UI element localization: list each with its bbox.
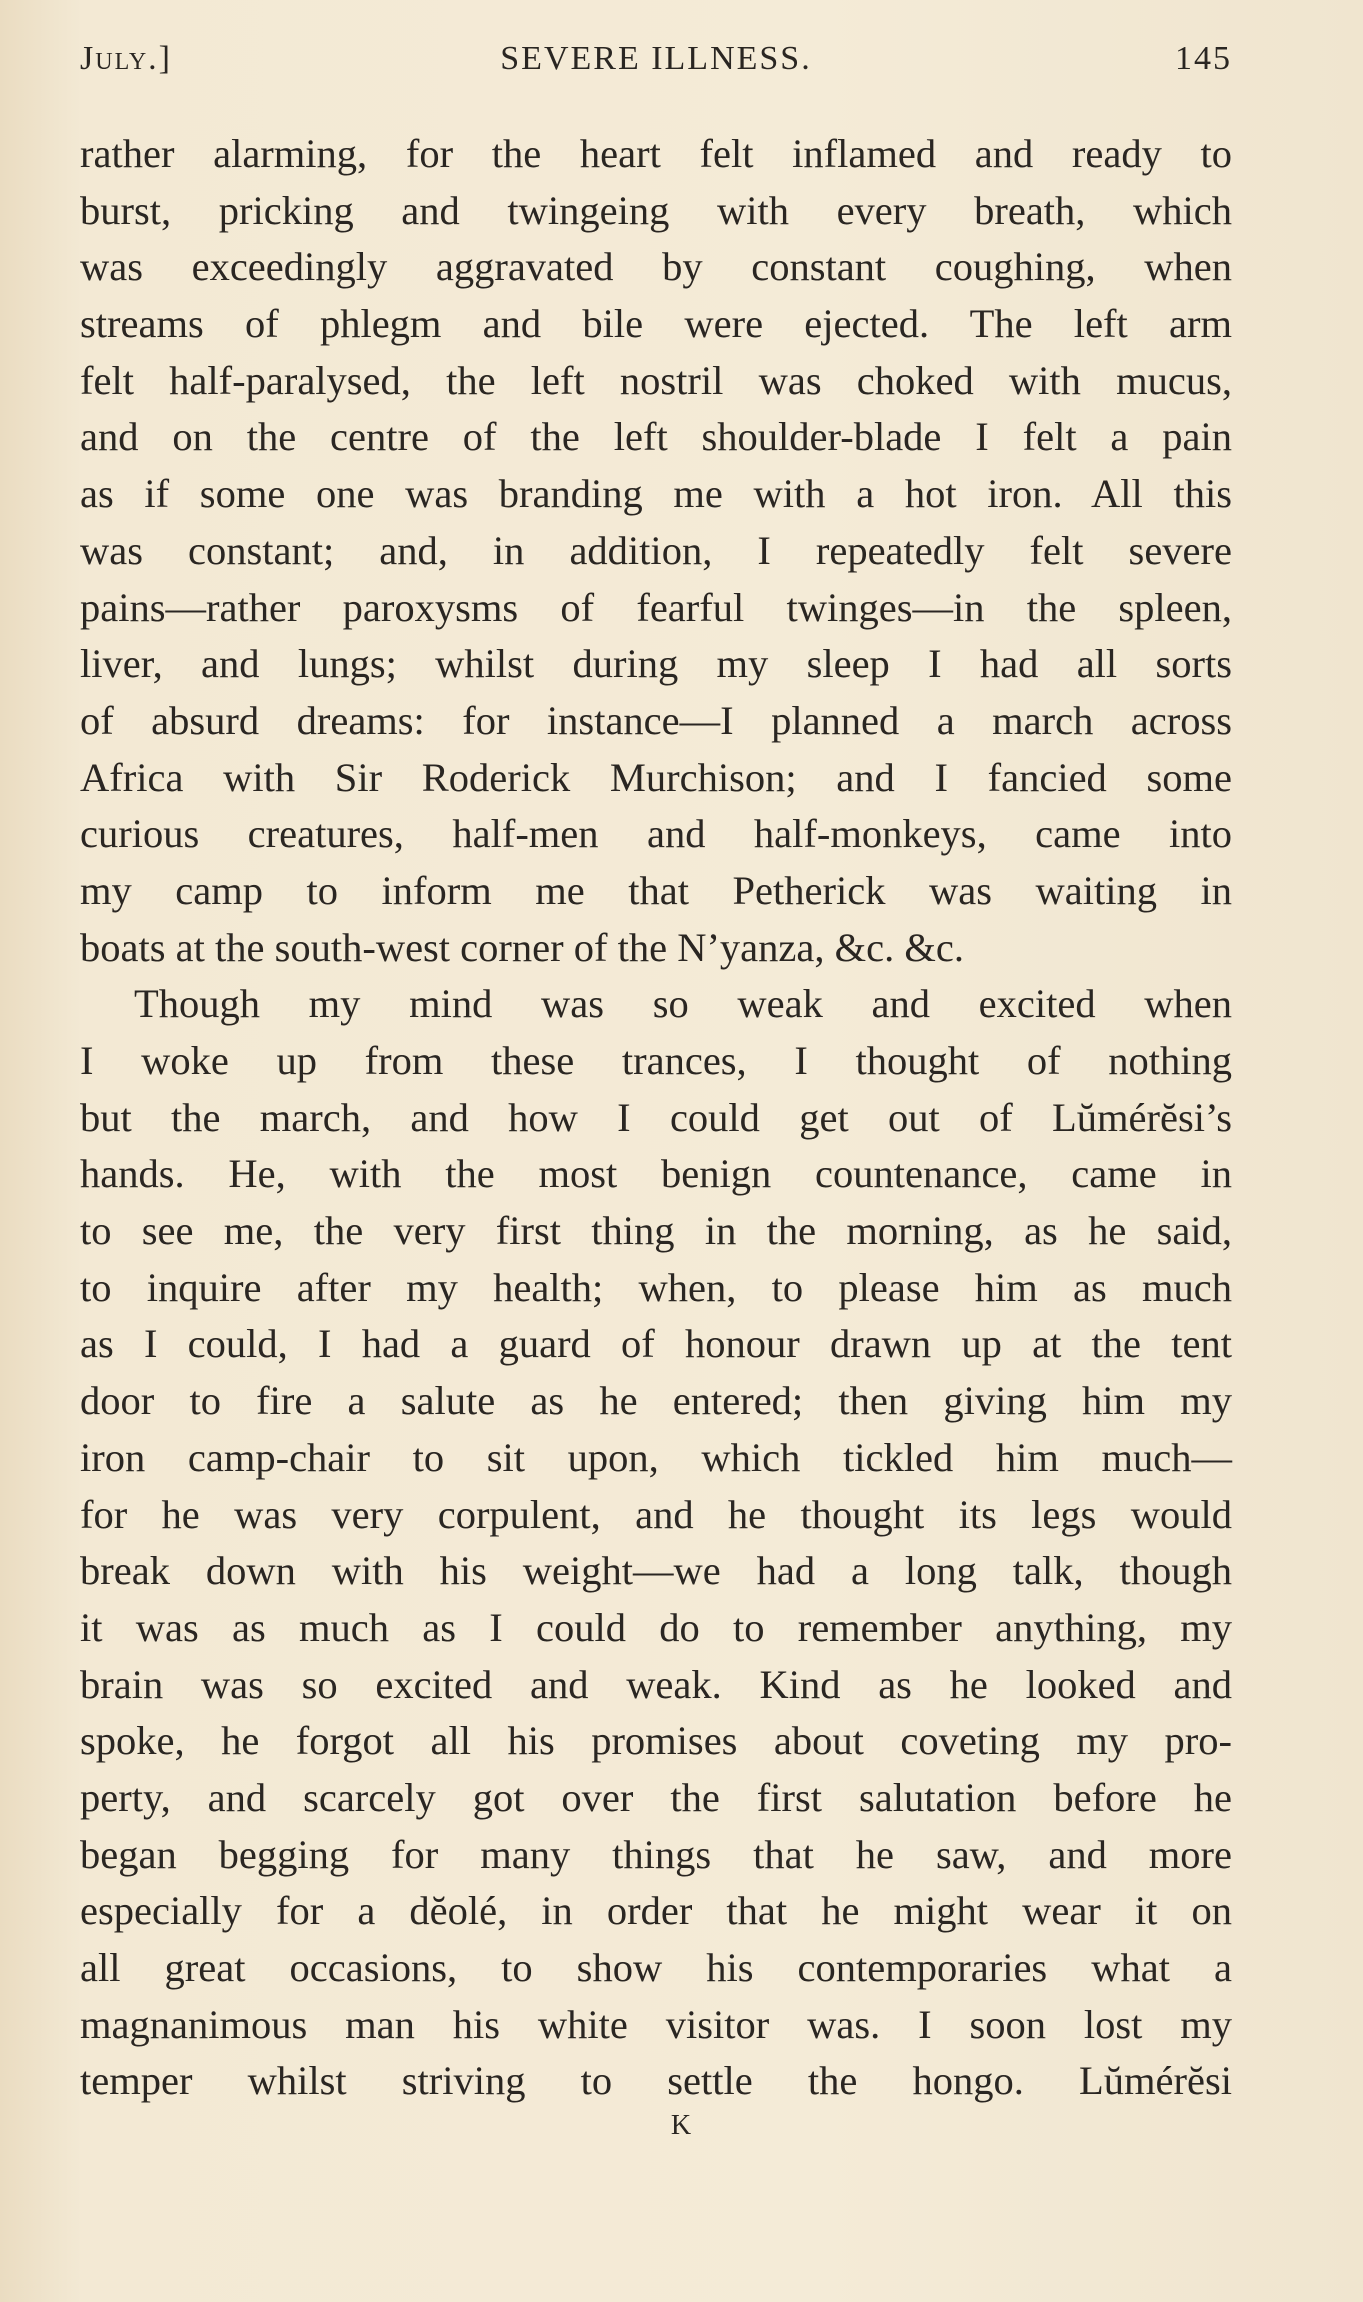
text-line: curious creatures, half-men and half-monkeys, came into: [80, 811, 1232, 857]
text-line: hands. He, with the most benign countenance, came in: [80, 1151, 1232, 1197]
text-line: I woke up from these trances, I thought of nothing: [80, 1038, 1232, 1083]
text-line: was constant; and, in addition, I repeatedly felt severe: [80, 527, 1232, 573]
text-line: as I could, I had a guard of honour drawn up at the tent: [80, 1321, 1232, 1367]
text-line: break down with his weight—we had a long talk, though: [80, 1548, 1232, 1594]
body-text: [80, 126, 1232, 2110]
text-line: it was as much as I could do to remember anything, my: [80, 1604, 1232, 1650]
text-line: door to fire a salute as he entered; then giving him my: [80, 1378, 1232, 1424]
text-line: pains—rather paroxysms of fearful twinges—in the spleen,: [80, 584, 1232, 630]
text-line: liver, and lungs; whilst during my sleep I had all sorts: [80, 641, 1232, 687]
text-line: iron camp-chair to sit upon, which tickled him much—: [80, 1434, 1232, 1480]
text-line: of absurd dreams: for instance—I planned a march across: [80, 697, 1232, 743]
text-line: and on the centre of the left shoulder-blade I felt a pain: [80, 414, 1232, 460]
text-line: to see me, the very first thing in the morning, as he said,: [80, 1208, 1232, 1254]
paragraph-start-line: Though my mind was so weak and excited when: [134, 981, 1232, 1027]
text-line: brain was so excited and weak. Kind as he looked and: [80, 1661, 1232, 1707]
signature-mark: K: [670, 2110, 693, 2141]
text-line: streams of phlegm and bile were ejected. The left arm: [80, 301, 1232, 347]
text-line: for he was very corpulent, and he thought its legs would: [80, 1491, 1232, 1537]
text-line: especially for a dĕolé, in order that he might wear it on: [80, 1888, 1232, 1934]
running-header: [80, 40, 1232, 90]
header-title: SEVERE ILLNESS.: [500, 40, 812, 77]
text-line: Africa with Sir Roderick Murchison; and I fancied some: [80, 754, 1232, 800]
text-line: was exceedingly aggravated by constant coughing, when: [80, 244, 1232, 290]
text-line: all great occasions, to show his contemporaries what a: [80, 1945, 1232, 1990]
page-number: 145: [1175, 40, 1232, 77]
text-line: perty, and scarcely got over the first salutation before he: [80, 1774, 1232, 1820]
text-line: to inquire after my health; when, to please him as much: [80, 1264, 1232, 1310]
text-line: boats at the south-west corner of the N’yanza, &c. &c.: [80, 924, 964, 970]
text-line: magnanimous man his white visitor was. I soon lost my: [80, 2001, 1232, 2047]
text-line: my camp to inform me that Petherick was waiting in: [80, 867, 1232, 913]
text-line: as if some one was branding me with a hot iron. All this: [80, 471, 1232, 517]
text-line: burst, pricking and twingeing with every breath, which: [80, 187, 1232, 233]
text-line: began begging for many things that he saw, and more: [80, 1831, 1232, 1877]
text-line: spoke, he forgot all his promises about coveting my pro-: [80, 1718, 1232, 1764]
text-line: but the march, and how I could get out of Lŭmérĕsi’s: [80, 1094, 1232, 1140]
header-month: July.]: [80, 40, 172, 77]
text-line: rather alarming, for the heart felt inflamed and ready to: [80, 131, 1232, 176]
text-line: felt half-paralysed, the left nostril was choked with mucus,: [80, 357, 1232, 403]
text-line: temper whilst striving to settle the hongo. Lŭmérĕsi: [80, 2058, 1232, 2104]
